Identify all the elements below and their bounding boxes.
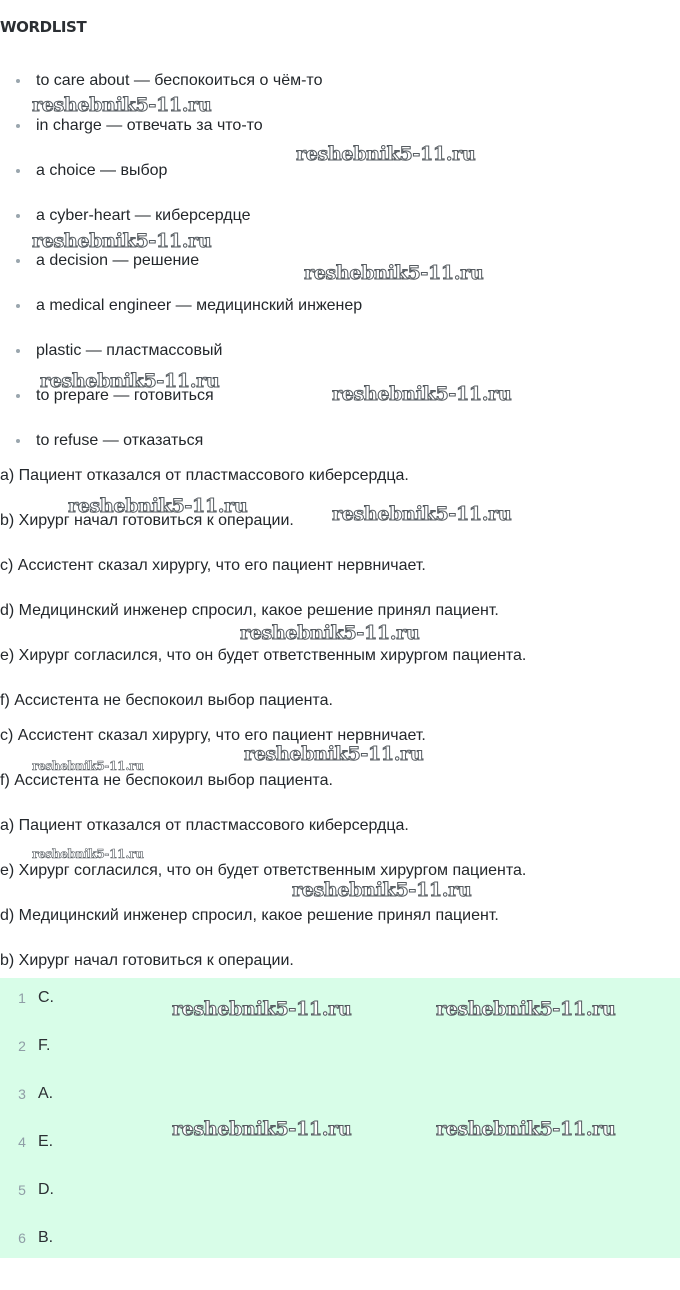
watermark: reshebnik5-11.ru bbox=[332, 503, 512, 525]
answer-number: 6 bbox=[18, 1230, 26, 1246]
sentence: d) Медицинский инженер спросил, какое решение принял пациент. bbox=[0, 602, 499, 619]
answer-text: D. bbox=[38, 1181, 54, 1198]
watermark: reshebnik5-11.ru bbox=[240, 622, 420, 644]
watermark: reshebnik5-11.ru bbox=[292, 879, 472, 901]
sentence: f) Ассистента не беспокоил выбор пациента. bbox=[0, 692, 333, 709]
bullet-icon bbox=[16, 79, 20, 83]
wordlist-item bbox=[36, 161, 167, 181]
answer-number: 1 bbox=[18, 990, 26, 1006]
answer-text: C. bbox=[38, 989, 54, 1006]
wordlist-item bbox=[36, 71, 322, 91]
wordlist-item-text: a medical engineer — медицинский инженер bbox=[36, 297, 363, 314]
watermark: reshebnik5-11.ru bbox=[32, 230, 212, 252]
wordlist-item bbox=[36, 251, 199, 271]
watermark: reshebnik5-11.ru bbox=[332, 383, 512, 405]
answer-number: 2 bbox=[18, 1038, 26, 1054]
answer-text: A. bbox=[38, 1085, 54, 1102]
bullet-icon bbox=[16, 259, 20, 263]
ordered-sentence: e) Хирург согласился, что он будет ответственным хирургом пациента. bbox=[0, 862, 527, 879]
bullet-icon bbox=[16, 124, 20, 128]
wordlist-item bbox=[36, 116, 263, 136]
watermark: reshebnik5-11.ru bbox=[436, 1118, 616, 1140]
ordered-sentence: c) Ассистент сказал хирургу, что его пациент нервничает. bbox=[0, 727, 426, 744]
bullet-icon bbox=[16, 349, 20, 353]
wordlist-item bbox=[36, 431, 203, 451]
answer-number: 5 bbox=[18, 1182, 26, 1198]
ordered-sentence: f) Ассистента не беспокоил выбор пациента. bbox=[0, 772, 333, 789]
watermark: reshebnik5-11.ru bbox=[32, 94, 212, 116]
ordered-sentence: a) Пациент отказался от пластмассового киберсердца. bbox=[0, 817, 409, 834]
ordered-sentence: d) Медицинский инженер спросил, какое решение принял пациент. bbox=[0, 907, 499, 924]
ordered-sentence: b) Хирург начал готовиться к операции. bbox=[0, 952, 294, 969]
answer-number: 4 bbox=[18, 1134, 26, 1150]
sentence: a) Пациент отказался от пластмассового киберсердца. bbox=[0, 467, 409, 484]
wordlist-item-text: a decision — решение bbox=[36, 252, 200, 269]
watermark: reshebnik5-11.ru bbox=[32, 847, 144, 861]
wordlist-item-text: to care about — беспокоиться о чём-то bbox=[36, 72, 323, 89]
bullet-icon bbox=[16, 304, 20, 308]
watermark: reshebnik5-11.ru bbox=[172, 998, 352, 1020]
sentence: e) Хирург согласился, что он будет ответственным хирургом пациента. bbox=[0, 647, 527, 664]
watermark: reshebnik5-11.ru bbox=[32, 759, 144, 773]
watermark: reshebnik5-11.ru bbox=[304, 262, 484, 284]
wordlist-item bbox=[36, 341, 222, 361]
answer-text: F. bbox=[38, 1037, 51, 1054]
bullet-icon bbox=[16, 214, 20, 218]
wordlist-item-text: a choice — выбор bbox=[36, 162, 168, 179]
watermark: reshebnik5-11.ru bbox=[40, 370, 220, 392]
answer-text: E. bbox=[38, 1133, 54, 1150]
wordlist-item-text: plastic — пластмассовый bbox=[36, 342, 223, 359]
watermark: reshebnik5-11.ru bbox=[68, 495, 248, 517]
watermark: reshebnik5-11.ru bbox=[436, 998, 616, 1020]
bullet-icon bbox=[16, 169, 20, 173]
watermark: reshebnik5-11.ru bbox=[172, 1118, 352, 1140]
wordlist-item-text: in charge — отвечать за что-то bbox=[36, 117, 263, 134]
wordlist-item-text: to prepare — готовиться bbox=[36, 387, 214, 404]
sentence: b) Хирург начал готовиться к операции. bbox=[0, 512, 294, 529]
wordlist-item bbox=[36, 296, 362, 316]
watermark: reshebnik5-11.ru bbox=[244, 743, 424, 765]
answer-text: B. bbox=[38, 1229, 54, 1246]
watermark: reshebnik5-11.ru bbox=[296, 143, 476, 165]
wordlist-item-text: a cyber-heart — киберсердце bbox=[36, 207, 251, 224]
page-heading: WORDLIST bbox=[0, 18, 87, 36]
answer-number: 3 bbox=[18, 1086, 26, 1102]
wordlist-item bbox=[36, 206, 251, 226]
sentence: c) Ассистент сказал хирургу, что его пациент нервничает. bbox=[0, 557, 426, 574]
bullet-icon bbox=[16, 439, 20, 443]
bullet-icon bbox=[16, 394, 20, 398]
wordlist-item-text: to refuse — отказаться bbox=[36, 432, 204, 449]
